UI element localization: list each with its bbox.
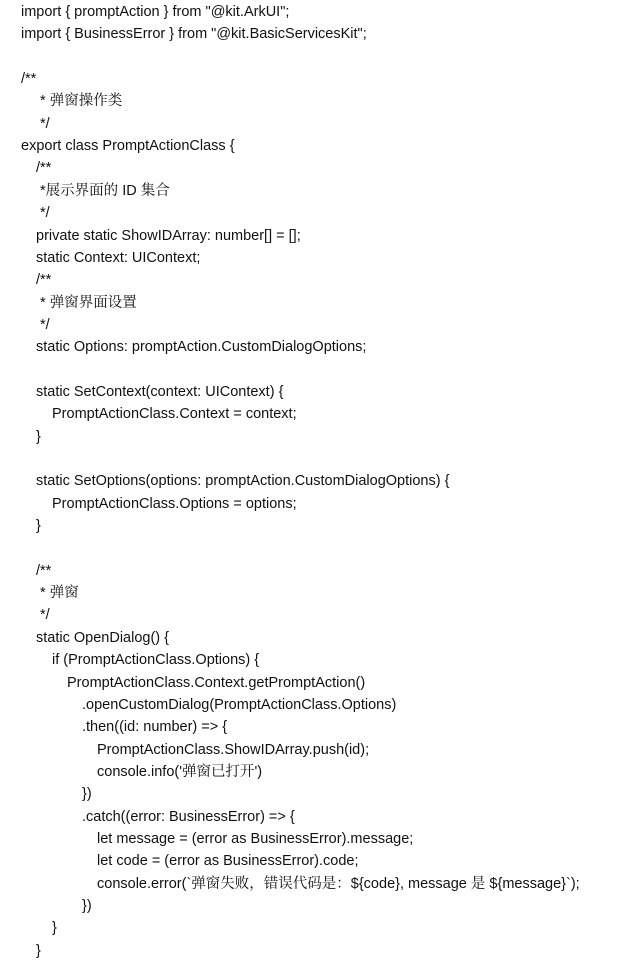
code-line: PromptActionClass.Context.getPromptAction() bbox=[67, 674, 366, 691]
code-line: if (PromptActionClass.Options) { bbox=[52, 652, 260, 669]
code-line: PromptActionClass.ShowIDArray.push(id); bbox=[97, 741, 370, 758]
code-line: console.error(`弹窗失败，错误代码是：${code}, message 是 ${message}`); bbox=[97, 875, 580, 892]
code-line: PromptActionClass.Context = context; bbox=[52, 406, 297, 423]
code-line: /** bbox=[21, 71, 37, 88]
code-line: */ bbox=[36, 607, 50, 624]
code-line: }) bbox=[82, 786, 92, 803]
code-line: *展示界面的 ID 集合 bbox=[36, 182, 170, 199]
code-line: static Options: promptAction.CustomDialogOptions; bbox=[36, 339, 367, 356]
code-line: /** bbox=[36, 160, 52, 177]
code-line: * 弹窗操作类 bbox=[36, 93, 123, 110]
code-line: /** bbox=[36, 562, 52, 579]
code-line: /** bbox=[36, 272, 52, 289]
code-line: private static ShowIDArray: number[] = []; bbox=[36, 227, 301, 244]
code-line: static SetOptions(options: promptAction.CustomDialogOptions) { bbox=[36, 473, 450, 490]
code-line: } bbox=[36, 942, 41, 959]
code-line: * 弹窗界面设置 bbox=[36, 294, 137, 311]
code-line: let code = (error as BusinessError).code; bbox=[97, 853, 359, 870]
code-line: }) bbox=[82, 898, 92, 914]
code-line: */ bbox=[36, 115, 50, 132]
code-line: static SetContext(context: UIContext) { bbox=[36, 383, 284, 400]
code-line: */ bbox=[36, 316, 50, 333]
code-line: console.info('弹窗已打开') bbox=[97, 763, 263, 780]
code-line: } bbox=[52, 920, 57, 937]
code-line: } bbox=[36, 518, 41, 535]
code-line: static OpenDialog() { bbox=[36, 629, 169, 646]
code-line: .openCustomDialog(PromptActionClass.Options) bbox=[82, 696, 397, 713]
code-line: static Context: UIContext; bbox=[36, 249, 201, 266]
code-line: let message = (error as BusinessError).message; bbox=[97, 830, 414, 847]
code-line: .catch((error: BusinessError) => { bbox=[82, 808, 295, 825]
code-line: import { promptAction } from "@kit.ArkUI"; bbox=[21, 4, 290, 20]
code-line: * 弹窗 bbox=[36, 585, 79, 602]
code-line: import { BusinessError } from "@kit.BasicServicesKit"; bbox=[21, 26, 367, 43]
code-line: */ bbox=[36, 205, 50, 222]
code-line: } bbox=[36, 428, 41, 445]
code-line: PromptActionClass.Options = options; bbox=[52, 495, 297, 512]
code-line: .then((id: number) => { bbox=[82, 719, 228, 736]
code-line: export class PromptActionClass { bbox=[21, 138, 235, 155]
